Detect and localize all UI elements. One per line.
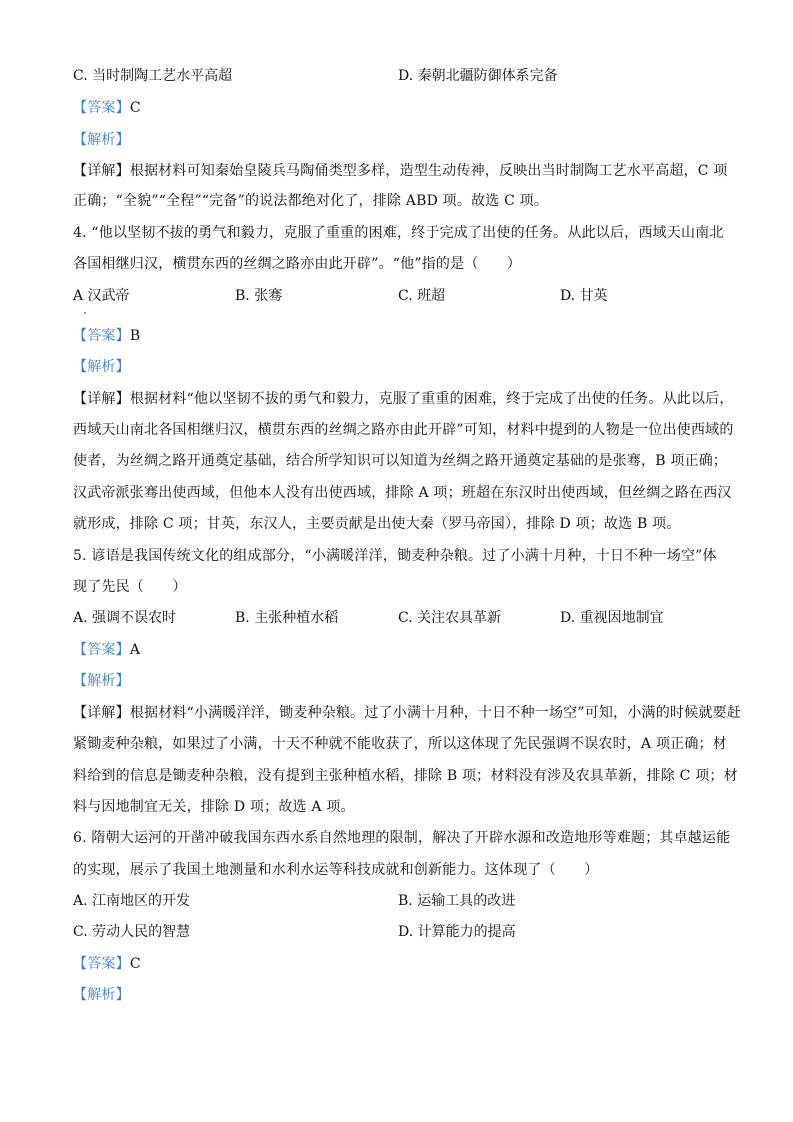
answer-tag: 【答案】: [73, 642, 130, 658]
q4-detail-line: 西域天山南北各国相继归汉，横贯东西的丝绸之路亦由此开辟”可知，材料中提到的人物是一位出使西域的: [73, 422, 734, 438]
q6-option-d: D. 计算能力的提高: [398, 924, 516, 940]
detail-text: 根据材料可知秦始皇陵兵马陶俑类型多样，造型生动传神，反映出当时制陶工艺水平高超，C 项: [129, 163, 728, 179]
q4-option-d: D. 甘英: [560, 288, 608, 304]
q4-stem-line: 各国相继归汉，横贯东西的丝绸之路亦由此开辟”。“他”指的是（ ）: [73, 256, 522, 272]
answer-value: A: [129, 642, 141, 658]
q5-option-b: B. 主张种植水稻: [235, 610, 339, 626]
q5-detail-line: 料给到的信息是锄麦种杂粮，没有提到主张种植水稻，排除 B 项；材料没有涉及农具革新，排除 C 项；材: [73, 768, 738, 784]
q3-answer: [73, 98, 723, 118]
q4-detail-line: [73, 389, 734, 409]
q5-detail-line: 料与因地制宜无关，排除 D 项；故选 A 项。: [73, 799, 355, 815]
q3-option-c: C. 当时制陶工艺水平高超: [73, 68, 233, 84]
q5-detail-line: 紧锄麦种杂粮，如果过了小满，十天不种就不能收获了，所以这体现了先民强调不误农时，A 项正确；材: [73, 736, 727, 752]
q4-option-c: C. 班超: [398, 288, 446, 304]
scan-speck: [84, 312, 86, 314]
detail-text: 根据材料“小满暖洋洋，锄麦种杂粮。过了小满十月种，十日不种一场空”可知，小满的时候就要赶: [129, 705, 741, 721]
q4-detail-line: 就形成，排除 C 项；甘英，东汉人，主要贡献是出使大秦（罗马帝国），排除 D 项；故选 B 项。: [73, 516, 681, 532]
q6-answer: [73, 954, 723, 974]
q4-detail-line: 使者，为丝绸之路开通奠定基础，结合所学知识可以知道为丝绸之路开通奠定基础的是张骞，B 项正确；: [73, 453, 728, 469]
answer-tag: 【答案】: [73, 328, 130, 344]
q3-option-d: D. 秦朝北疆防御体系完备: [398, 68, 558, 84]
detail-text: 根据材料“他以坚韧不拔的勇气和毅力，克服了重重的困难，终于完成了出使的任务。从此以后，: [129, 391, 734, 407]
q5-stem-line: 5. 谚语是我国传统文化的组成部分，“小满暖洋洋，锄麦种杂粮。过了小满十月种，十日不种一场空”体: [73, 548, 717, 564]
q3-analysis-tag: 【解析】: [73, 132, 130, 148]
q5-answer: [73, 640, 723, 660]
q4-answer: [73, 326, 723, 346]
q3-detail-line: [73, 161, 728, 181]
q5-detail-line: [73, 703, 741, 723]
detail-tag: 【详解】: [73, 163, 130, 179]
q4-option-b: B. 张骞: [235, 288, 283, 304]
q3-detail-line: 正确；“全貌”“全程”“完备”的说法都绝对化了，排除 ABD 项。故选 C 项。: [73, 193, 549, 209]
q6-option-b: B. 运输工具的改进: [398, 893, 516, 909]
q4-option-a: A 汉武帝: [73, 288, 130, 304]
q5-option-a: A. 强调不误农时: [73, 610, 177, 626]
detail-tag: 【详解】: [73, 391, 130, 407]
q6-analysis-tag: 【解析】: [73, 987, 130, 1003]
detail-tag: 【详解】: [73, 705, 130, 721]
q6-stem-line: 的实现，展示了我国土地测量和水利水运等科技成就和创新能力。这体现了（ ）: [73, 862, 599, 878]
q6-option-c: C. 劳动人民的智慧: [73, 924, 191, 940]
answer-value: B: [129, 328, 141, 344]
q5-option-c: C. 关注农具革新: [398, 610, 502, 626]
q6-option-a: A. 江南地区的开发: [73, 893, 191, 909]
q5-option-d: D. 重视因地制宜: [560, 610, 664, 626]
q5-analysis-tag: 【解析】: [73, 673, 130, 689]
answer-tag: 【答案】: [73, 956, 130, 972]
answer-value: C: [129, 100, 141, 116]
q4-analysis-tag: 【解析】: [73, 359, 130, 375]
q5-stem-line: 现了先民（ ）: [73, 579, 187, 595]
q4-detail-line: 汉武帝派张骞出使西域，但他本人没有出使西域，排除 A 项；班超在东汉时出使西域，但丝绸之路在西汉: [73, 485, 732, 501]
q6-stem-line: 6. 隋朝大运河的开凿冲破我国东西水系自然地理的限制，解决了开辟水源和改造地形等难题；其卓越运能: [73, 830, 731, 846]
answer-tag: 【答案】: [73, 100, 130, 116]
answer-value: C: [129, 956, 141, 972]
q4-stem-line: 4. “他以坚韧不拔的勇气和毅力，克服了重重的困难，终于完成了出使的任务。从此以后，西域天山南北: [73, 225, 724, 241]
